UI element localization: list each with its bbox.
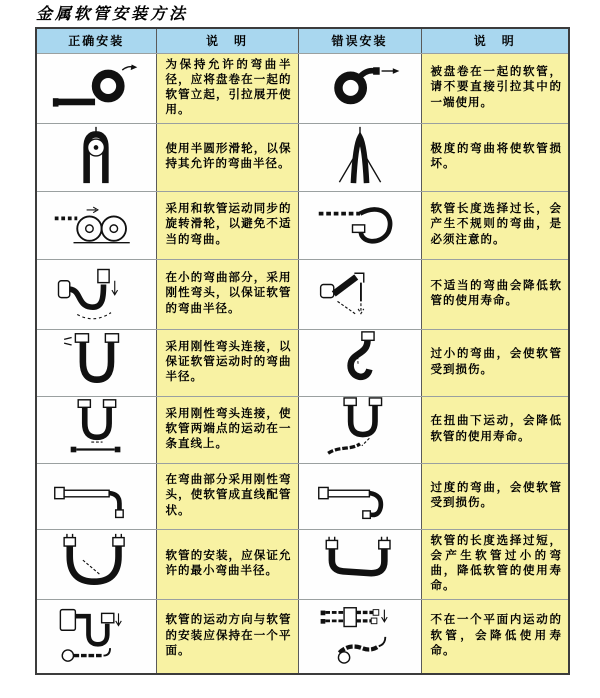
correct-illustration-cell <box>36 53 156 123</box>
hose-rigid-elbow-small-bend-icon <box>45 262 147 322</box>
correct-illustration-cell <box>36 123 156 191</box>
hose-twisted-motion-icon <box>309 397 411 457</box>
column-header-1: 说 明 <box>156 28 298 53</box>
column-header-3: 说 明 <box>421 28 569 53</box>
hose-min-bend-radius-u-icon <box>45 532 147 592</box>
table-row <box>36 396 569 463</box>
hose-too-small-bend-icon <box>309 330 411 390</box>
coiled-hose-upright-icon <box>45 56 147 116</box>
correct-description: 采用刚性弯头连接，以保证软管运动时的弯曲半径。 <box>156 329 298 396</box>
page-title: 金属软管安装方法 <box>36 4 189 23</box>
correct-illustration-cell <box>36 396 156 463</box>
hose-u-rigid-elbows-icon <box>45 330 147 390</box>
column-header-0: 正确安装 <box>36 28 156 53</box>
correct-illustration-cell <box>36 529 156 599</box>
hose-u-endpoints-inline-icon <box>45 397 147 457</box>
hose-extreme-bend-icon <box>309 125 411 185</box>
wrong-illustration-cell <box>298 529 421 599</box>
header-row <box>36 28 569 53</box>
table-row <box>36 123 569 191</box>
table-row <box>36 191 569 259</box>
wrong-illustration-cell <box>298 259 421 329</box>
correct-description: 在小的弯曲部分，采用刚性弯头，以保证软管的弯曲半径。 <box>156 259 298 329</box>
wrong-description: 过小的弯曲，会使软管受到损伤。 <box>421 329 569 396</box>
correct-description: 为保持允许的弯曲半径，应将盘卷在一起的软管立起，引拉展开使用。 <box>156 53 298 123</box>
column-header-2: 错误安装 <box>298 28 421 53</box>
installation-table <box>35 27 570 675</box>
wrong-description: 软管的长度选择过短，会产生软管过小的弯曲，降低软管的使用寿命。 <box>421 529 569 599</box>
correct-description: 采用刚性弯头连接，使软管两端点的运动在一条直线上。 <box>156 396 298 463</box>
hose-rotating-pulleys-icon <box>45 193 147 253</box>
correct-illustration-cell <box>36 259 156 329</box>
correct-description: 使用半圆形滑轮，以保持其允许的弯曲半径。 <box>156 123 298 191</box>
wrong-description: 过度的弯曲，会使软管受到损伤。 <box>421 463 569 529</box>
table-row <box>36 259 569 329</box>
wrong-illustration-cell <box>298 191 421 259</box>
hose-overlong-loop-icon <box>309 193 411 253</box>
wrong-illustration-cell <box>298 123 421 191</box>
table-row <box>36 53 569 123</box>
wrong-illustration-cell <box>298 329 421 396</box>
correct-illustration-cell <box>36 463 156 529</box>
hose-on-semicircular-pulley-icon <box>45 125 147 185</box>
correct-description: 软管的安装，应保证允许的最小弯曲半径。 <box>156 529 298 599</box>
wrong-description: 不适当的弯曲会降低软管的使用寿命。 <box>421 259 569 329</box>
wrong-description: 极度的弯曲将使软管损坏。 <box>421 123 569 191</box>
table-row <box>36 329 569 396</box>
wrong-description: 不在一个平面内运动的软管，会降低使用寿命。 <box>421 599 569 674</box>
table-row <box>36 463 569 529</box>
hose-motion-out-of-plane-icon <box>309 604 411 664</box>
correct-illustration-cell <box>36 599 156 674</box>
wrong-illustration-cell <box>298 396 421 463</box>
correct-description: 在弯曲部分采用刚性弯头，使软管成直线配管状。 <box>156 463 298 529</box>
hose-overbent-elbow-icon <box>309 464 411 524</box>
table-row <box>36 529 569 599</box>
wrong-illustration-cell <box>298 463 421 529</box>
correct-description: 采用和软管运动同步的旋转滑轮，以避免不适当的弯曲。 <box>156 191 298 259</box>
hose-straight-with-elbow-icon <box>45 464 147 524</box>
correct-illustration-cell <box>36 329 156 396</box>
table-header <box>36 28 569 53</box>
hose-improper-sharp-bend-icon <box>309 262 411 322</box>
correct-illustration-cell <box>36 191 156 259</box>
table-row <box>36 599 569 674</box>
coiled-hose-pulled-icon <box>309 56 411 116</box>
table-body <box>36 53 569 674</box>
wrong-description: 被盘卷在一起的软管，请不要直接引拉其中的一端使用。 <box>421 53 569 123</box>
wrong-illustration-cell <box>298 599 421 674</box>
hose-motion-in-plane-icon <box>45 604 147 664</box>
correct-description: 软管的运动方向与软管的安装应保持在一个平面。 <box>156 599 298 674</box>
hose-too-short-flat-u-icon <box>309 532 411 592</box>
wrong-description: 在扭曲下运动，会降低软管的使用寿命。 <box>421 396 569 463</box>
wrong-description: 软管长度选择过长，会产生不规则的弯曲，是必须注意的。 <box>421 191 569 259</box>
wrong-illustration-cell <box>298 53 421 123</box>
